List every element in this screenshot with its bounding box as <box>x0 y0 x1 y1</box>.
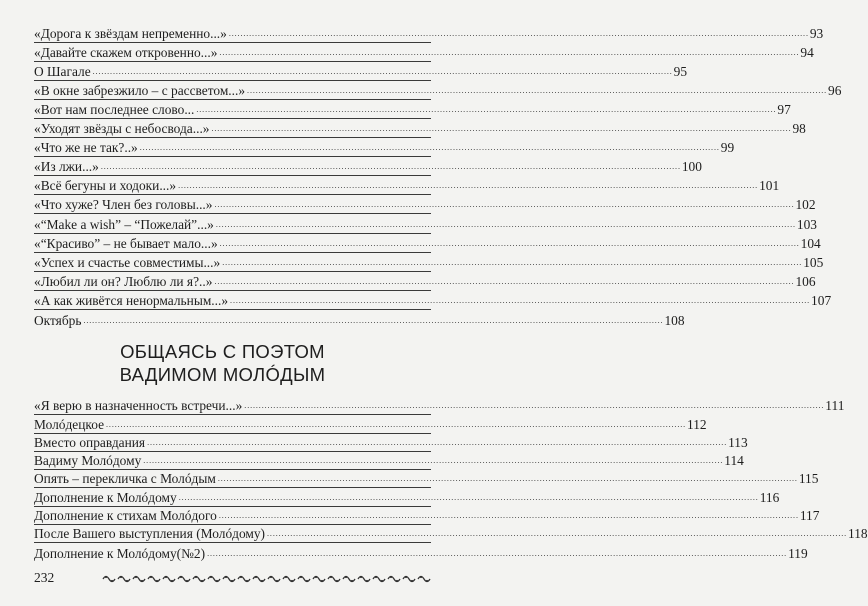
toc-entry-page: 108 <box>664 312 685 328</box>
toc-entry-title: Вадиму Молóдому <box>34 453 142 469</box>
dot-leader: ........................................................................................................................................................................................................ <box>83 315 664 325</box>
toc-entry-page: 116 <box>759 489 780 505</box>
toc-entry <box>34 195 816 214</box>
dot-leader: ........................................................................................................................................................................................................ <box>214 276 795 286</box>
toc-entry-title: Дополнение к стихам Молóдого <box>34 508 217 524</box>
toc-entry-title: «Успех и счастье совместимы...» <box>34 254 221 270</box>
toc-entry-page: 101 <box>759 178 780 194</box>
dot-leader: ........................................................................................................................................................................................................ <box>143 456 724 466</box>
toc-entry <box>34 415 707 433</box>
toc-entry-title: «В окне забрезжило – с рассветом...» <box>34 83 246 99</box>
toc-entry <box>34 119 806 138</box>
toc-entry-title: «Из лжи...» <box>34 159 99 175</box>
toc-entry <box>34 452 744 470</box>
toc-entry-title: «“Make a wish” – “Пожелай”...» <box>34 216 214 232</box>
page-number: 232 <box>34 570 55 585</box>
toc-entry <box>34 543 808 561</box>
toc-entry <box>34 507 820 525</box>
toc-entry-page: 107 <box>811 292 832 308</box>
toc-entry-page: 97 <box>777 102 791 118</box>
dot-leader: ........................................................................................................................................................................................................ <box>139 143 720 153</box>
dot-leader: ........................................................................................................................................................................................................ <box>244 401 825 411</box>
toc-entry <box>34 234 821 253</box>
toc-entry <box>34 157 702 176</box>
toc-entry-title: После Вашего выступления (Молóдому) <box>34 526 266 542</box>
toc-entry <box>34 470 819 488</box>
toc-entry-page: 98 <box>792 121 806 137</box>
toc-entry-page: 112 <box>687 416 707 432</box>
toc-entry-page: 106 <box>795 273 816 289</box>
toc-entry-title: Молóдецкое <box>34 416 105 432</box>
toc-entry-title: «Дорога к звёздам непременно...» <box>34 26 227 42</box>
toc-entry-title: Дополнение к Молóдому(№2) <box>34 545 206 561</box>
dot-leader: ........................................................................................................................................................................................................ <box>219 48 800 58</box>
dot-leader: ........................................................................................................................................................................................................ <box>196 105 777 115</box>
toc-entry-title: «А как живётся ненормальным...» <box>34 292 229 308</box>
toc-entry-page: 100 <box>681 159 702 175</box>
toc-entry-title: «Любил ли он? Люблю ли я?..» <box>34 273 213 289</box>
toc-entry-title: Октябрь <box>34 312 82 328</box>
toc-entry <box>34 24 824 43</box>
dot-leader: ........................................................................................................................................................................................................ <box>222 257 803 267</box>
toc-entry-page: 114 <box>724 453 744 469</box>
toc-entry <box>34 488 780 506</box>
dot-leader: ........................................................................................................................................................................................................ <box>214 200 795 210</box>
toc-entry <box>34 100 791 119</box>
toc-entry-title: О Шагале <box>34 64 91 80</box>
dot-leader: ........................................................................................................................................................................................................ <box>218 511 799 521</box>
toc-entry-page: 103 <box>796 216 817 232</box>
dot-leader: ........................................................................................................................................................................................................ <box>106 419 687 429</box>
toc-entry-title: Дополнение к Молóдому <box>34 489 177 505</box>
dot-leader: ........................................................................................................................................................................................................ <box>92 67 673 77</box>
toc-entry-title: «Уходят звёзды с небосвода...» <box>34 121 210 137</box>
dot-leader: ........................................................................................................................................................................................................ <box>230 295 811 305</box>
toc-entry-title: «Что же не так?..» <box>34 140 138 156</box>
toc-entry-title: «Я верю в назначенность встречи...» <box>34 398 243 414</box>
toc-entry-page: 93 <box>809 26 824 42</box>
section-heading <box>0 340 445 386</box>
toc-entry-title: «Вот нам последнее слово... <box>34 102 195 118</box>
dot-leader: ........................................................................................................................................................................................................ <box>228 29 809 39</box>
toc-entry-title: «Давайте скажем откровенно...» <box>34 45 218 61</box>
toc-entry-page: 96 <box>828 83 842 99</box>
dot-leader: ........................................................................................................................................................................................................ <box>267 529 848 539</box>
table-of-contents-top <box>34 24 842 329</box>
toc-entry-page: 117 <box>799 508 820 524</box>
decorative-ornament-icon <box>101 573 431 585</box>
toc-entry-page: 104 <box>800 235 821 251</box>
toc-entry <box>34 81 842 100</box>
dot-leader: ........................................................................................................................................................................................................ <box>147 437 728 447</box>
toc-entry-title: «Что хуже? Член без головы...» <box>34 197 213 213</box>
section-heading-line2: ВАДИМОМ МОЛÓДЫМ <box>119 364 326 385</box>
toc-entry <box>34 176 780 195</box>
toc-entry-page: 111 <box>825 398 845 414</box>
toc-entry <box>34 214 817 233</box>
toc-entry-page: 113 <box>728 434 748 450</box>
dot-leader: ........................................................................................................................................................................................................ <box>215 219 796 229</box>
toc-entry-page: 118 <box>848 526 868 542</box>
toc-entry-page: 105 <box>803 254 824 270</box>
toc-entry-title: «Всё бегуны и ходоки...» <box>34 178 177 194</box>
toc-entry <box>34 434 748 452</box>
section-heading-line1: ОБЩАЯСЬ С ПОЭТОМ <box>120 341 325 362</box>
toc-entry <box>34 272 816 291</box>
toc-entry-page: 119 <box>788 545 808 561</box>
toc-entry <box>34 397 845 415</box>
dot-leader: ........................................................................................................................................................................................................ <box>100 162 681 172</box>
dot-leader: ........................................................................................................................................................................................................ <box>207 548 788 558</box>
toc-entry <box>34 291 832 310</box>
toc-entry <box>34 253 824 272</box>
toc-entry-page: 99 <box>720 140 735 156</box>
toc-entry <box>34 138 735 157</box>
toc-entry <box>34 525 868 543</box>
toc-entry <box>34 62 688 81</box>
toc-entry-page: 94 <box>800 45 814 61</box>
dot-leader: ........................................................................................................................................................................................................ <box>178 492 759 502</box>
toc-entry-page: 102 <box>795 197 816 213</box>
toc-entry-title: «“Красиво” – не бывает мало...» <box>34 235 218 251</box>
toc-entry-title: Опять – перекличка с Молóдым <box>34 471 216 487</box>
dot-leader: ........................................................................................................................................................................................................ <box>217 474 798 484</box>
dot-leader: ........................................................................................................................................................................................................ <box>219 238 800 248</box>
toc-entry-title: Вместо оправдания <box>34 434 146 450</box>
toc-entry <box>34 43 814 62</box>
dot-leader: ........................................................................................................................................................................................................ <box>178 181 759 191</box>
toc-entry <box>34 310 685 329</box>
toc-entry-page: 115 <box>798 471 819 487</box>
dot-leader: ........................................................................................................................................................................................................ <box>211 124 792 134</box>
dot-leader: ........................................................................................................................................................................................................ <box>247 86 828 96</box>
table-of-contents-bottom <box>34 397 868 562</box>
toc-entry-page: 95 <box>673 64 688 80</box>
